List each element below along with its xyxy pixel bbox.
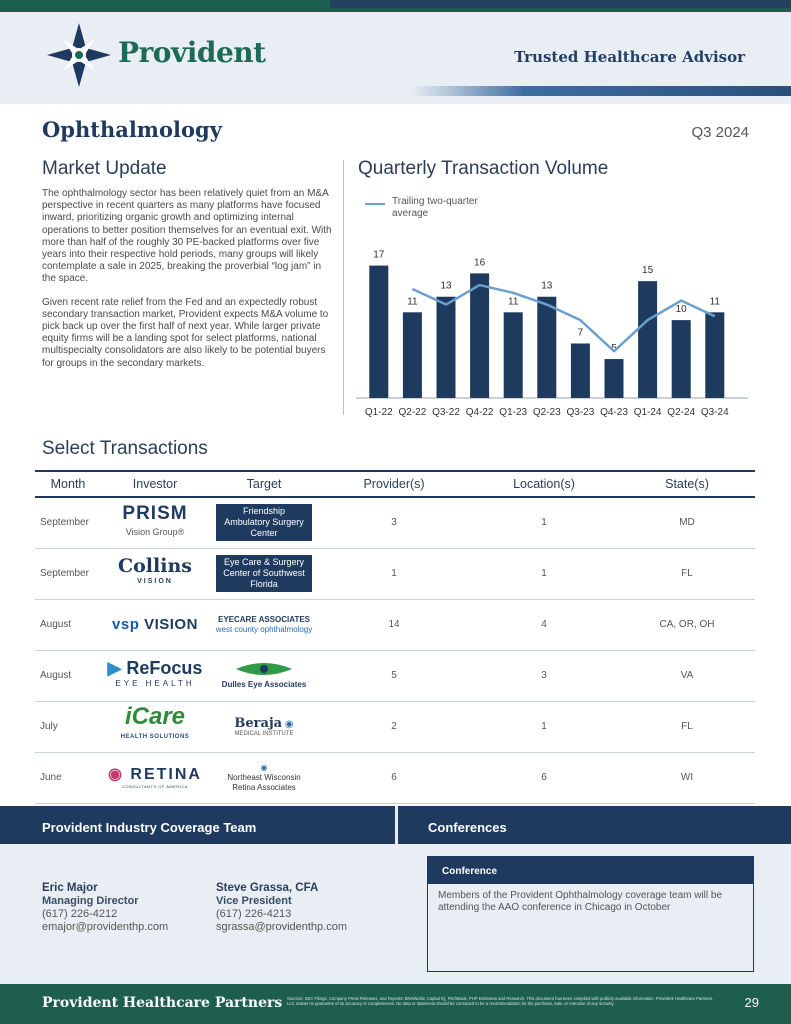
target-cell <box>209 599 319 650</box>
chart-bar <box>504 312 523 398</box>
chart-bar <box>672 320 691 398</box>
investor-logo <box>101 701 209 752</box>
header-accent-wedge <box>411 86 791 96</box>
row-providers: 3 <box>319 497 469 548</box>
eyecare-associates-logo: EYECARE ASSOCIATES west county ophthalmology <box>215 614 313 634</box>
row-providers: 1 <box>319 548 469 599</box>
investor-logo <box>101 599 209 650</box>
conference-card-body: Members of the Provident Ophthalmology coverage team will be attending the AAO conference in Chicago in October <box>438 890 723 913</box>
row-month: August <box>35 650 101 701</box>
header-top-strip-accent <box>330 0 791 8</box>
x-tick-label: Q1-24 <box>633 407 662 418</box>
contact-role: Vice President <box>216 895 292 907</box>
x-tick-label: Q4-23 <box>600 407 628 418</box>
bar-value-label: 16 <box>474 257 486 269</box>
contact-name: Eric Major <box>42 882 98 894</box>
row-states: FL <box>619 548 755 599</box>
bar-value-label: 15 <box>642 265 654 277</box>
team-heading: Provident Industry Coverage Team <box>42 820 257 835</box>
row-states: FL <box>619 701 755 752</box>
row-month: September <box>35 548 101 599</box>
page-number: 29 <box>744 995 759 1010</box>
col-providers: Provider(s) <box>319 471 469 497</box>
chart-bar <box>571 343 590 398</box>
row-month: July <box>35 701 101 752</box>
contact-card <box>216 882 347 934</box>
x-tick-label: Q2-22 <box>398 407 427 418</box>
market-update-paragraph-1: The ophthalmology sector has been relatively quiet from an M&A perspective in recent quarters as many platforms have focused inward, prioritizing organic growth and optimizing internal operations to better position themselves for an eventual exit. With more than half of the roughly 30 PE-backed platforms over five years into their respective hold periods, many groups will likely contemplate a sale in 2025, breaking the proverbial “log jam” in the space. <box>42 188 332 285</box>
table-row <box>35 752 755 803</box>
page-title: Ophthalmology <box>42 117 222 142</box>
target-cell <box>209 548 319 599</box>
target-name-box: Friendship Ambulatory Surgery Center <box>216 504 312 541</box>
investor-logo <box>101 497 209 548</box>
target-cell <box>209 497 319 548</box>
target-name-box: Eye Care & Surgery Center of Southwest Florida <box>216 555 312 592</box>
x-tick-label: Q4-22 <box>465 407 494 418</box>
brand-name: Provident <box>118 36 266 69</box>
table-row <box>35 548 755 599</box>
footer-disclaimer: Sources: SEC Filings, Company Press Releases, and Reports: BNNWorld, Capital IQ, PitchBook, PHP Estimates and Research. This document has been compiled with publicly available information. Provident Healthcare Partners, LLC makes no guarantee of its accuracy or completeness. No data or statement should be construed to be a recommendation for the purchase, sale, or retention of any security. <box>287 996 714 1007</box>
col-investor: Investor <box>101 471 209 497</box>
market-update-body <box>42 188 334 381</box>
chart-bar <box>403 312 422 398</box>
header-tagline: Trusted Healthcare Advisor <box>514 48 745 66</box>
chart-legend-label: Trailing two-quarter average <box>392 196 478 219</box>
x-tick-label: Q3-24 <box>700 407 729 418</box>
row-states: WI <box>619 752 755 803</box>
refocus-eye-health-logo: ▶ ReFocus EYE HEALTH <box>107 657 203 688</box>
trailing-average-line <box>412 285 714 351</box>
col-locations: Location(s) <box>469 471 619 497</box>
row-providers: 2 <box>319 701 469 752</box>
row-month: September <box>35 497 101 548</box>
bar-value-label: 11 <box>508 296 519 308</box>
row-locations: 4 <box>469 599 619 650</box>
eye-icon: ◉ <box>260 762 268 772</box>
chart-bar <box>470 273 489 398</box>
bar-value-label: 11 <box>709 296 720 308</box>
collins-vision-logo: Collins VISION <box>118 554 192 585</box>
col-month: Month <box>35 471 101 497</box>
x-tick-label: Q2-24 <box>667 407 696 418</box>
row-states: VA <box>619 650 755 701</box>
table-row <box>35 599 755 650</box>
row-providers: 5 <box>319 650 469 701</box>
row-providers: 6 <box>319 752 469 803</box>
col-target: Target <box>209 471 319 497</box>
target-cell <box>209 650 319 701</box>
row-states: MD <box>619 497 755 548</box>
x-tick-label: Q2-23 <box>532 407 561 418</box>
transactions-heading: Select Transactions <box>42 438 208 459</box>
contact-role: Managing Director <box>42 895 139 907</box>
market-update-paragraph-2: Given recent rate relief from the Fed and an expectedly robust secondary transaction market, Provident expects M&A volume to pick back up over the first half of next year. While larger private equity firms will be a landing spot for select platforms, national multispecialty consolidators are also likely to be potential buyers for groups in the secondary markets. <box>42 296 329 369</box>
icare-health-logo: iCare HEALTH SOLUTIONS <box>120 702 190 740</box>
investor-logo <box>101 752 209 803</box>
bar-value-label: 13 <box>541 280 553 292</box>
transactions-table <box>35 470 755 804</box>
contact-email[interactable]: emajor@providenthp.com <box>42 921 169 933</box>
x-tick-label: Q3-22 <box>432 407 460 418</box>
chart-bar <box>705 312 724 398</box>
chart-bar <box>537 297 556 398</box>
bar-value-label: 11 <box>407 296 418 308</box>
table-row <box>35 497 755 548</box>
vsp-vision-logo: vsp VISION <box>112 616 198 633</box>
row-month: August <box>35 599 101 650</box>
row-locations: 1 <box>469 701 619 752</box>
conference-card <box>427 856 754 972</box>
table-row <box>35 701 755 752</box>
chart-heading: Quarterly Transaction Volume <box>358 158 609 179</box>
bar-value-label: 5 <box>611 343 617 355</box>
contact-name: Steve Grassa, CFA <box>216 882 319 894</box>
col-states: State(s) <box>619 471 755 497</box>
bar-value-label: 10 <box>675 304 687 316</box>
table-row <box>35 650 755 701</box>
row-locations: 1 <box>469 548 619 599</box>
row-locations: 3 <box>469 650 619 701</box>
investor-logo <box>101 548 209 599</box>
retina-consultants-logo: ◉ RETINA CONSULTANTS OF AMERICA <box>108 766 202 789</box>
table-header-row <box>35 471 755 497</box>
conferences-heading: Conferences <box>428 820 507 835</box>
contact-phone: (617) 226-4212 <box>42 908 118 920</box>
bar-value-label: 17 <box>373 249 385 261</box>
row-locations: 6 <box>469 752 619 803</box>
provident-logo-icon <box>44 22 114 88</box>
footer-company-name: Provident Healthcare Partners <box>42 995 283 1011</box>
market-update-heading: Market Update <box>42 158 167 179</box>
dulles-eye-logo: Dulles Eye Associates <box>209 661 319 690</box>
prism-vision-logo: PRISM Vision Group® <box>122 502 188 537</box>
chart-bar <box>437 297 456 398</box>
x-tick-label: Q1-23 <box>499 407 528 418</box>
bar-value-label: 13 <box>440 280 452 292</box>
report-quarter: Q3 2024 <box>691 124 749 141</box>
transaction-volume-chart <box>356 190 756 425</box>
row-states: CA, OR, OH <box>619 599 755 650</box>
contact-card <box>42 882 168 934</box>
contact-phone: (617) 226-4213 <box>216 908 292 920</box>
section-divider <box>343 160 344 415</box>
investor-logo <box>101 650 209 701</box>
ne-wisconsin-retina-logo: ◉ Northeast Wisconsin Retina Associates <box>209 763 319 793</box>
chart-bar <box>369 266 388 398</box>
bar-value-label: 7 <box>577 327 584 339</box>
beraja-logo: Beraja ◉ MEDICAL INSTITUTE <box>234 716 294 737</box>
row-providers: 14 <box>319 599 469 650</box>
x-tick-label: Q1-22 <box>364 407 393 418</box>
target-cell <box>209 701 319 752</box>
eye-icon <box>234 661 294 677</box>
target-cell <box>209 752 319 803</box>
contact-email[interactable]: sgrassa@providenthp.com <box>216 921 348 933</box>
x-tick-label: Q3-23 <box>566 407 595 418</box>
row-locations: 1 <box>469 497 619 548</box>
conference-card-title: Conference <box>428 857 753 884</box>
row-month: June <box>35 752 101 803</box>
chart-bar <box>638 281 657 398</box>
chart-bar <box>605 359 624 398</box>
